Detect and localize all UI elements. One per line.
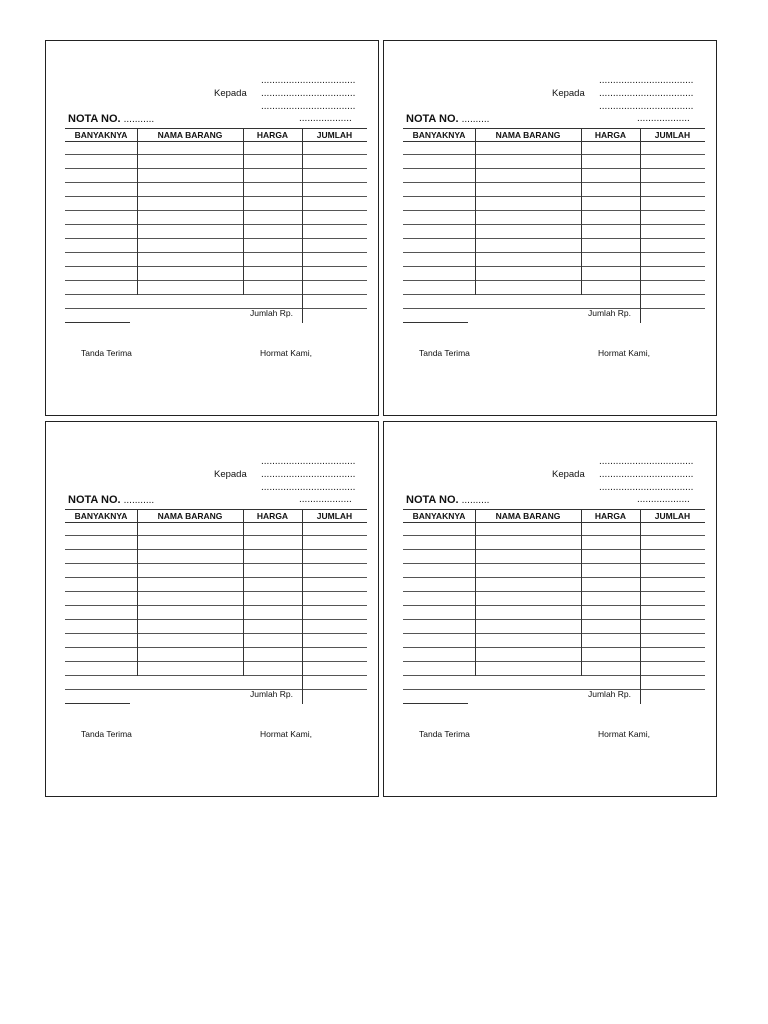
regards-signature-label: Hormat Kami, [260, 729, 312, 739]
regards-signature-label: Hormat Kami, [598, 348, 650, 358]
nota-number-field[interactable]: .......... [461, 114, 490, 125]
column-header-banyaknya: BANYAKNYA [74, 130, 128, 140]
table-row-line [65, 689, 367, 690]
column-header-banyaknya: BANYAKNYA [412, 511, 466, 521]
table-row-line [65, 266, 367, 267]
nota-number-field[interactable]: ........... [123, 114, 155, 125]
receiver-signature-label: Tanda Terima [81, 348, 132, 358]
table-row-line [65, 168, 367, 169]
table-row-line [403, 563, 705, 564]
table-row-line [65, 633, 367, 634]
kepada-label: Kepada [214, 469, 247, 480]
nota-number-label: NOTA NO. [68, 113, 121, 125]
column-header-harga: HARGA [256, 511, 289, 521]
column-divider [137, 128, 138, 295]
nota-number-heading [406, 114, 489, 125]
table-row-line [65, 661, 367, 662]
table-row-line [403, 591, 705, 592]
signature-line [403, 322, 468, 323]
table-row-line [65, 196, 367, 197]
recipient-line-2[interactable]: .................................. [261, 88, 356, 99]
signature-line [65, 703, 130, 704]
table-row-line [403, 210, 705, 211]
nota-number-label: NOTA NO. [406, 494, 459, 506]
table-row-line [65, 182, 367, 183]
column-header-nama-barang: NAMA BARANG [495, 511, 561, 521]
column-divider [243, 128, 244, 295]
column-divider [475, 128, 476, 295]
recipient-line-3[interactable]: .................................. [599, 482, 694, 493]
kepada-label: Kepada [552, 469, 585, 480]
table-row-line [403, 182, 705, 183]
column-header-nama-barang: NAMA BARANG [157, 130, 223, 140]
recipient-line-1[interactable]: .................................. [261, 456, 356, 467]
nota-number-heading [68, 114, 154, 125]
column-header-harga: HARGA [594, 130, 627, 140]
table-row-line [65, 605, 367, 606]
column-header-banyaknya: BANYAKNYA [412, 130, 466, 140]
table-row-line [65, 154, 367, 155]
table-row-line [65, 577, 367, 578]
table-row-line [403, 577, 705, 578]
kepada-label: Kepada [552, 88, 585, 99]
table-row-line [403, 238, 705, 239]
table-row-line [65, 535, 367, 536]
table-row-line [403, 196, 705, 197]
receiver-signature-label: Tanda Terima [81, 729, 132, 739]
table-row-line [403, 661, 705, 662]
signature-line [65, 322, 130, 323]
column-divider [137, 509, 138, 676]
column-divider [243, 509, 244, 676]
date-field[interactable]: ................... [637, 113, 690, 124]
table-header [403, 128, 705, 142]
recipient-line-3[interactable]: .................................. [599, 101, 694, 112]
column-divider [640, 128, 641, 323]
table-row-line [403, 549, 705, 550]
kepada-label: Kepada [214, 88, 247, 99]
column-header-harga: HARGA [256, 130, 289, 140]
signature-line [403, 703, 468, 704]
nota-form-1 [45, 40, 379, 416]
column-header-nama-barang: NAMA BARANG [495, 130, 561, 140]
table-row-line [403, 619, 705, 620]
regards-signature-label: Hormat Kami, [598, 729, 650, 739]
column-header-jumlah: JUMLAH [654, 130, 691, 140]
column-divider [302, 128, 303, 323]
total-label: Jumlah Rp. [250, 689, 293, 699]
column-header-jumlah: JUMLAH [316, 511, 353, 521]
nota-number-field[interactable]: .......... [461, 495, 490, 506]
table-row-line [403, 633, 705, 634]
table-header [65, 509, 367, 523]
table-row-line [65, 280, 367, 281]
total-label: Jumlah Rp. [588, 308, 631, 318]
receiver-signature-label: Tanda Terima [419, 729, 470, 739]
column-header-jumlah: JUMLAH [316, 130, 353, 140]
column-header-harga: HARGA [594, 511, 627, 521]
nota-form-4 [383, 421, 717, 797]
table-row-line [65, 647, 367, 648]
recipient-line-1[interactable]: .................................. [261, 75, 356, 86]
nota-number-heading [406, 495, 489, 506]
nota-form-3 [45, 421, 379, 797]
table-row-line [65, 252, 367, 253]
table-row-line [403, 168, 705, 169]
recipient-line-1[interactable]: .................................. [599, 456, 694, 467]
recipient-line-2[interactable]: .................................. [599, 469, 694, 480]
nota-number-label: NOTA NO. [68, 494, 121, 506]
recipient-line-3[interactable]: .................................. [261, 101, 356, 112]
total-label: Jumlah Rp. [588, 689, 631, 699]
nota-number-label: NOTA NO. [406, 113, 459, 125]
table-header [65, 128, 367, 142]
total-label: Jumlah Rp. [250, 308, 293, 318]
recipient-line-1[interactable]: .................................. [599, 75, 694, 86]
table-row-line [403, 647, 705, 648]
receiver-signature-label: Tanda Terima [419, 348, 470, 358]
table-row-line [403, 252, 705, 253]
table-row-line [403, 308, 705, 309]
recipient-line-2[interactable]: .................................. [599, 88, 694, 99]
column-header-jumlah: JUMLAH [654, 511, 691, 521]
table-row-line [65, 210, 367, 211]
column-divider [302, 509, 303, 704]
table-row-line [403, 535, 705, 536]
column-divider [581, 128, 582, 295]
date-field[interactable]: ................... [299, 113, 352, 124]
column-divider [640, 509, 641, 704]
table-row-line [65, 549, 367, 550]
nota-form-2 [383, 40, 717, 416]
date-field[interactable]: ................... [637, 494, 690, 505]
table-row-line [65, 591, 367, 592]
table-row-line [65, 238, 367, 239]
table-row-line [65, 294, 367, 295]
column-header-banyaknya: BANYAKNYA [74, 511, 128, 521]
table-row-line [403, 280, 705, 281]
table-row-line [65, 308, 367, 309]
table-row-line [403, 605, 705, 606]
table-row-line [65, 619, 367, 620]
nota-number-field[interactable]: ........... [123, 495, 155, 506]
table-row-line [403, 689, 705, 690]
table-row-line [403, 294, 705, 295]
date-field[interactable]: ................... [299, 494, 352, 505]
column-header-nama-barang: NAMA BARANG [157, 511, 223, 521]
column-divider [475, 509, 476, 676]
regards-signature-label: Hormat Kami, [260, 348, 312, 358]
table-row-line [403, 266, 705, 267]
column-divider [581, 509, 582, 676]
table-row-line [65, 675, 367, 676]
table-header [403, 509, 705, 523]
recipient-line-3[interactable]: .................................. [261, 482, 356, 493]
recipient-line-2[interactable]: .................................. [261, 469, 356, 480]
table-row-line [403, 224, 705, 225]
table-row-line [403, 675, 705, 676]
nota-number-heading [68, 495, 154, 506]
table-row-line [65, 224, 367, 225]
table-row-line [65, 563, 367, 564]
table-row-line [403, 154, 705, 155]
